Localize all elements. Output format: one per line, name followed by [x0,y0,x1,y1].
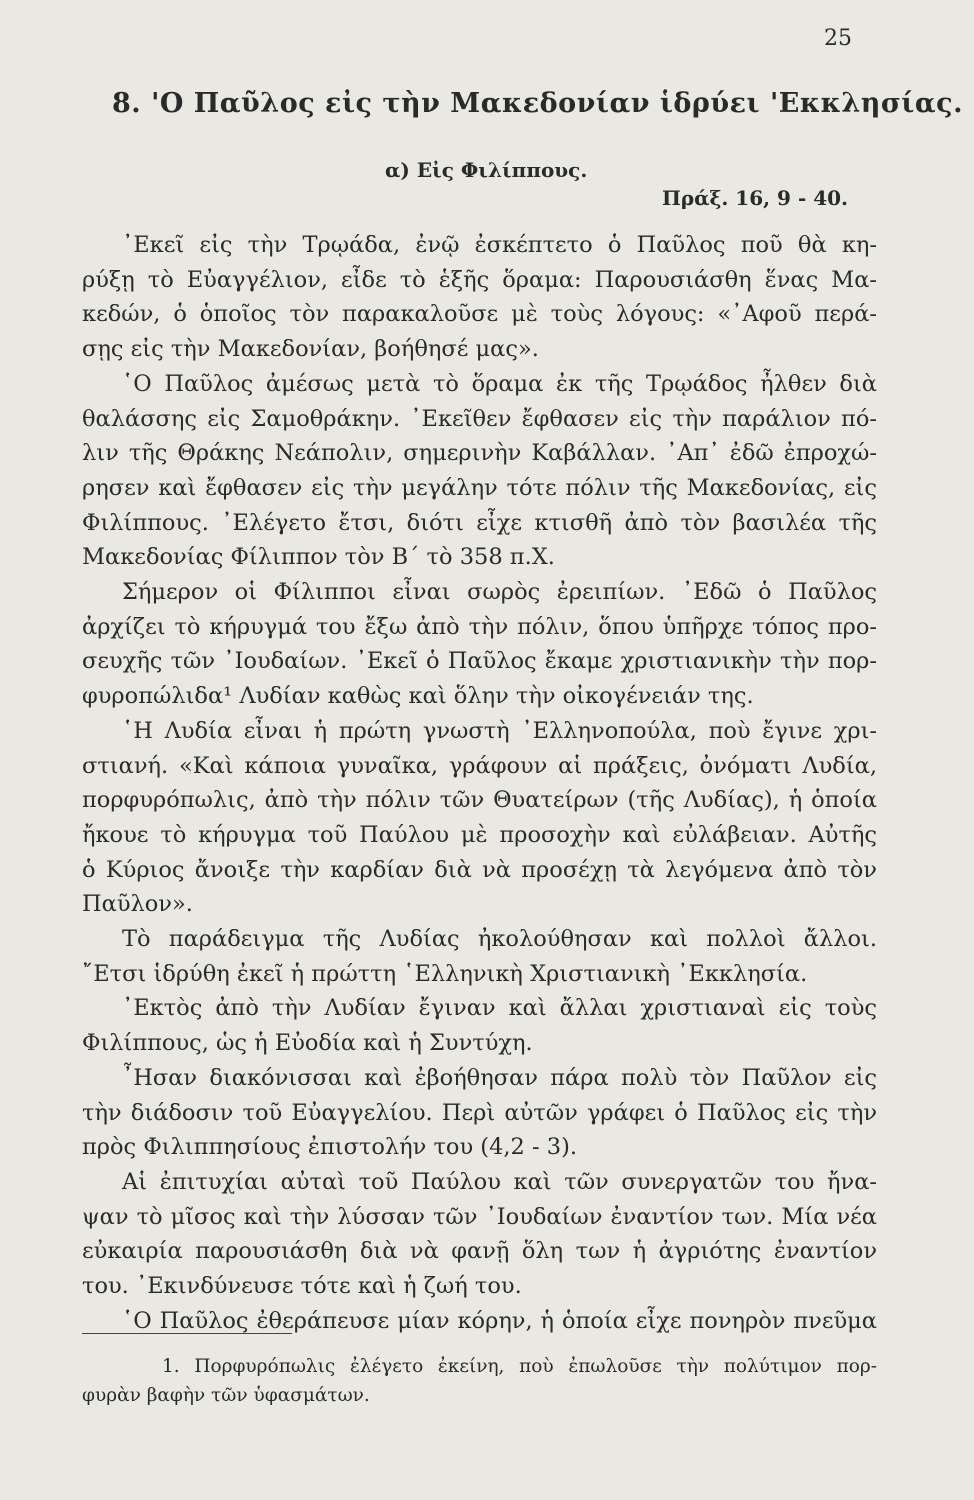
text-line: Αἱ ἐπιτυχίαι αὐταὶ τοῦ Παύλου καὶ τῶν συνεργατῶν του ἤνα- [122,1168,877,1195]
text-line: ῏Ησαν διακόνισσαι καὶ ἐβοήθησαν πάρα πολὺ τὸν Παῦλον εἰς [122,1064,877,1091]
footnote-line: 1. Πορφυρόπωλις ἐλέγετο ἐκείνη, ποὺ ἐπωλοῦσε τὴν πολύτιμον πορ- [162,1356,877,1377]
text-line: ᾿Εκεῖ εἰς τὴν Τρῳάδα, ἐνῷ ἐσκέπτετο ὁ Παῦλος ποῦ θὰ κη- [122,232,877,258]
body-text [82,228,877,1339]
text-line: Παῦλον». [82,891,193,918]
text-line: ρησεν καὶ ἔφθασεν εἰς τὴν μεγάλην τότε πόλιν τῆς Μακεδονίας, εἰς [82,474,877,501]
text-line: ρύξῃ τὸ Εὐαγγέλιον, εἶδε τὸ ἑξῆς ὅραμα: Παρουσιάσθη ἕνας Μα- [82,266,877,293]
text-line: ἤκουε τὸ κήρυγμα τοῦ Παύλου μὲ προσοχὴν καὶ εὐλάβειαν. Αὐτῆς [82,821,877,848]
text-line: τὴν διάδοσιν τοῦ Εὐαγγελίου. Περὶ αὐτῶν γράφει ὁ Παῦλος εἰς τὴν [82,1099,877,1126]
text-line: ψαν τὸ μῖσος καὶ τὴν λύσσαν τῶν ᾿Ιουδαίων ἐναντίον των. Μία νέα [82,1203,877,1230]
text-line: πρὸς Φιλιππησίους ἐπιστολήν του (4,2 - 3). [82,1134,578,1161]
text-line: εὐκαιρία παρουσιάσθη διὰ νὰ φανῇ ὅλη των ἡ ἀγριότης ἐναντίον [82,1238,877,1265]
text-line: Φιλίππους. ᾿Ελέγετο ἔτσι, διότι εἶχε κτισθῆ ἀπὸ τὸν βασιλέα τῆς [82,509,877,536]
section-heading: α) Εἰς Φιλίππους. [385,158,588,182]
text-line: κεδών, ὁ ὁποῖος τὸν παρακαλοῦσε μὲ τοὺς λόγους: «᾿Αφοῦ περά- [82,301,877,328]
text-line: ἀρχίζει τὸ κήρυγμά του ἔξω ἀπὸ τὴν πόλιν, ὅπου ὑπῆρχε τόπος προ- [82,613,877,640]
page-number: 25 [824,26,852,51]
text-line: ὁ Κύριος ἄνοιξε τὴν καρδίαν διὰ νὰ προσέχῃ τὰ λεγόμενα ἀπὸ τὸν [82,856,877,883]
text-line: ῾Ο Παῦλος ἐθεράπευσε μίαν κόρην, ἡ ὁποία εἶχε πονηρὸν πνεῦμα [122,1307,877,1334]
text-line: σευχῆς τῶν ᾿Ιουδαίων. ᾿Εκεῖ ὁ Παῦλος ἔκαμε χριστιανικὴν τὴν πορ- [82,648,877,675]
text-line: Τὸ παράδειγμα τῆς Λυδίας ἠκολούθησαν καὶ πολλοὶ ἄλλοι. [122,926,877,953]
text-line: πορφυρόπωλις, ἀπὸ τὴν πόλιν τῶν Θυατείρων (τῆς Λυδίας), ἡ ὁποία [82,787,877,814]
text-line: Φιλίππους, ὡς ἡ Εὐοδία καὶ ἡ Συντύχη. [82,1030,533,1057]
text-line: Μακεδονίας Φίλιππον τὸν Β΄ τὸ 358 π.Χ. [82,544,555,571]
text-line: στιανή. «Καὶ κάποια γυναῖκα, γράφουν αἱ πράξεις, ὀνόματι Λυδία, [82,752,877,779]
text-line: ῾Ο Παῦλος ἀμέσως μετὰ τὸ ὅραμα ἐκ τῆς Τρῳάδος ἦλθεν διὰ [122,370,877,397]
text-line: λιν τῆς Θράκης Νεάπολιν, σημερινὴν Καβάλλαν. ᾿Απ᾿ ἐδῶ ἐπροχώ- [82,440,877,467]
footnote-line: φυρὰν βαφὴν τῶν ὑφασμάτων. [82,1385,370,1406]
text-line: ῾Η Λυδία εἶναι ἡ πρώτη γνωστὴ ᾿Ελληνοπούλα, ποὺ ἔγινε χρι- [122,717,877,744]
footnote [82,1352,877,1410]
chapter-title: 8. 'Ο Παῦλος εἰς τὴν Μακεδονίαν ἱδρύει 'Εκκλησίας. [112,88,963,119]
text-line: του. ᾿Εκινδύνευσε τότε καὶ ἡ ζωή του. [82,1273,522,1300]
text-line: θαλάσσης εἰς Σαμοθράκην. ᾿Εκεῖθεν ἔφθασεν εἰς τὴν παράλιον πό- [82,405,877,432]
scripture-reference: Πράξ. 16, 9 - 40. [661,186,848,210]
text-line: ῎Ετσι ἱδρύθη ἐκεῖ ἡ πρώττη ῾Ελληνικὴ Χριστιανικὴ ᾿Εκκλησία. [82,960,808,987]
text-line: Σήμερον οἱ Φίλιπποι εἶναι σωρὸς ἐρειπίων. ᾿Εδῶ ὁ Παῦλος [122,579,877,606]
text-line: φυροπώλιδα¹ Λυδίαν καθὼς καὶ ὅλην τὴν οἰκογένειάν της. [82,683,754,710]
text-line: ᾿Εκτὸς ἀπὸ τὴν Λυδίαν ἔγιναν καὶ ἄλλαι χριστιαναὶ εἰς τοὺς [122,995,877,1022]
text-line: σῃς εἰς τὴν Μακεδονίαν, βοήθησέ μας». [82,336,539,363]
footnote-divider [82,1333,292,1334]
